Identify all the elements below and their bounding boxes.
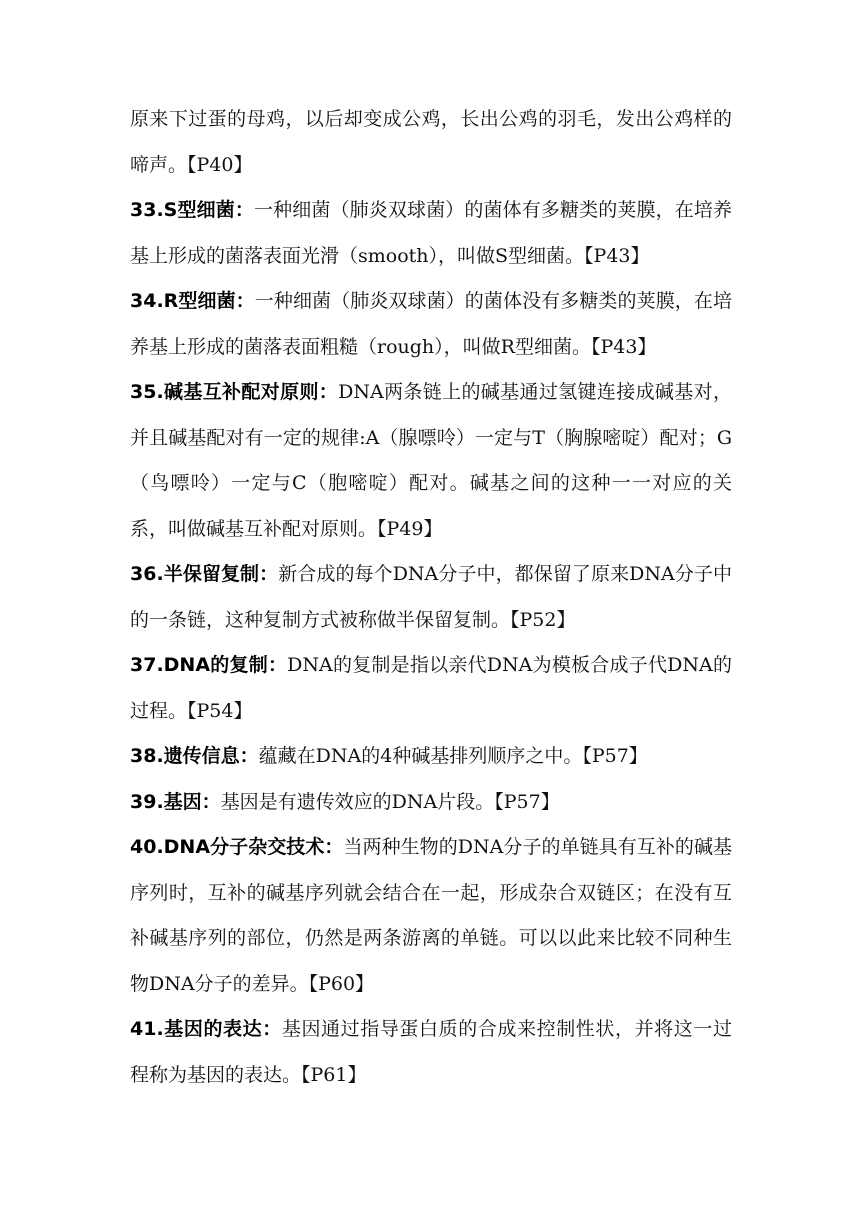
entry-gene-expression bbox=[130, 1007, 732, 1098]
entry-definition: 蕴藏在DNA的4种碱基排列顺序之中。【P57】 bbox=[258, 745, 648, 767]
entry-definition: 基因是有遗传效应的DNA片段。【P57】 bbox=[220, 790, 560, 813]
entry-gene bbox=[130, 780, 732, 826]
entry-definition: 原来下过蛋的母鸡，以后却变成公鸡，长出公鸡的羽毛，发出公鸡样的啼声。【P40】 bbox=[130, 108, 732, 176]
entry-base-pairing-principle bbox=[130, 370, 732, 552]
entry-r-type-bacteria bbox=[130, 279, 732, 370]
entry-genetic-information bbox=[130, 734, 732, 780]
entry-definition: DNA的复制是指以亲代DNA为模板合成子代DNA的过程。【P54】 bbox=[130, 654, 732, 722]
entry-definition: DNA两条链上的碱基通过氢键连接成碱基对，并且碱基配对有一定的规律:A（腺嘌呤）一定与T（胸腺嘧啶）配对；G（鸟嘌呤）一定与C（胞嘧啶）配对。碱基之间的这种一一对应的关系，叫做碱基互补配对原则。【P49】 bbox=[130, 381, 732, 540]
entry-dna-hybridization bbox=[130, 825, 732, 1007]
entry-term: 36.半保留复制： bbox=[130, 563, 279, 585]
entry-continuation bbox=[130, 97, 732, 188]
document-page bbox=[130, 97, 732, 1098]
entry-dna-replication bbox=[130, 643, 732, 734]
entry-term: 40.DNA分子杂交技术： bbox=[130, 836, 344, 858]
entry-term: 33.S型细菌： bbox=[130, 199, 254, 221]
entry-definition: 一种细菌（肺炎双球菌）的菌体有多糖类的荚膜，在培养基上形成的菌落表面光滑（smooth），叫做S型细菌。【P43】 bbox=[130, 199, 732, 267]
entry-definition: 新合成的每个DNA分子中，都保留了原来DNA分子中的一条链，这种复制方式被称做半保留复制。【P52】 bbox=[130, 563, 732, 631]
entry-term: 34.R型细菌： bbox=[130, 290, 255, 312]
entry-semiconservative-replication bbox=[130, 552, 732, 643]
entry-term: 41.基因的表达： bbox=[130, 1018, 282, 1040]
entry-definition: 一种细菌（肺炎双球菌）的菌体没有多糖类的荚膜，在培养基上形成的菌落表面粗糙（rough），叫做R型细菌。【P43】 bbox=[130, 290, 732, 358]
entry-term: 37.DNA的复制： bbox=[130, 654, 288, 676]
entry-term: 35.碱基互补配对原则： bbox=[130, 381, 339, 403]
entry-term: 38.遗传信息： bbox=[130, 745, 259, 767]
entry-s-type-bacteria bbox=[130, 188, 732, 279]
entry-definition: 基因通过指导蛋白质的合成来控制性状，并将这一过程称为基因的表达。【P61】 bbox=[130, 1018, 732, 1086]
entry-term: 39.基因： bbox=[130, 790, 221, 813]
entry-definition: 当两种生物的DNA分子的单链具有互补的碱基序列时，互补的碱基序列就会结合在一起，形成杂合双链区；在没有互补碱基序列的部位，仍然是两条游离的单链。可以以此来比较不同种生物DNA分子的差异。【P60】 bbox=[130, 836, 732, 995]
